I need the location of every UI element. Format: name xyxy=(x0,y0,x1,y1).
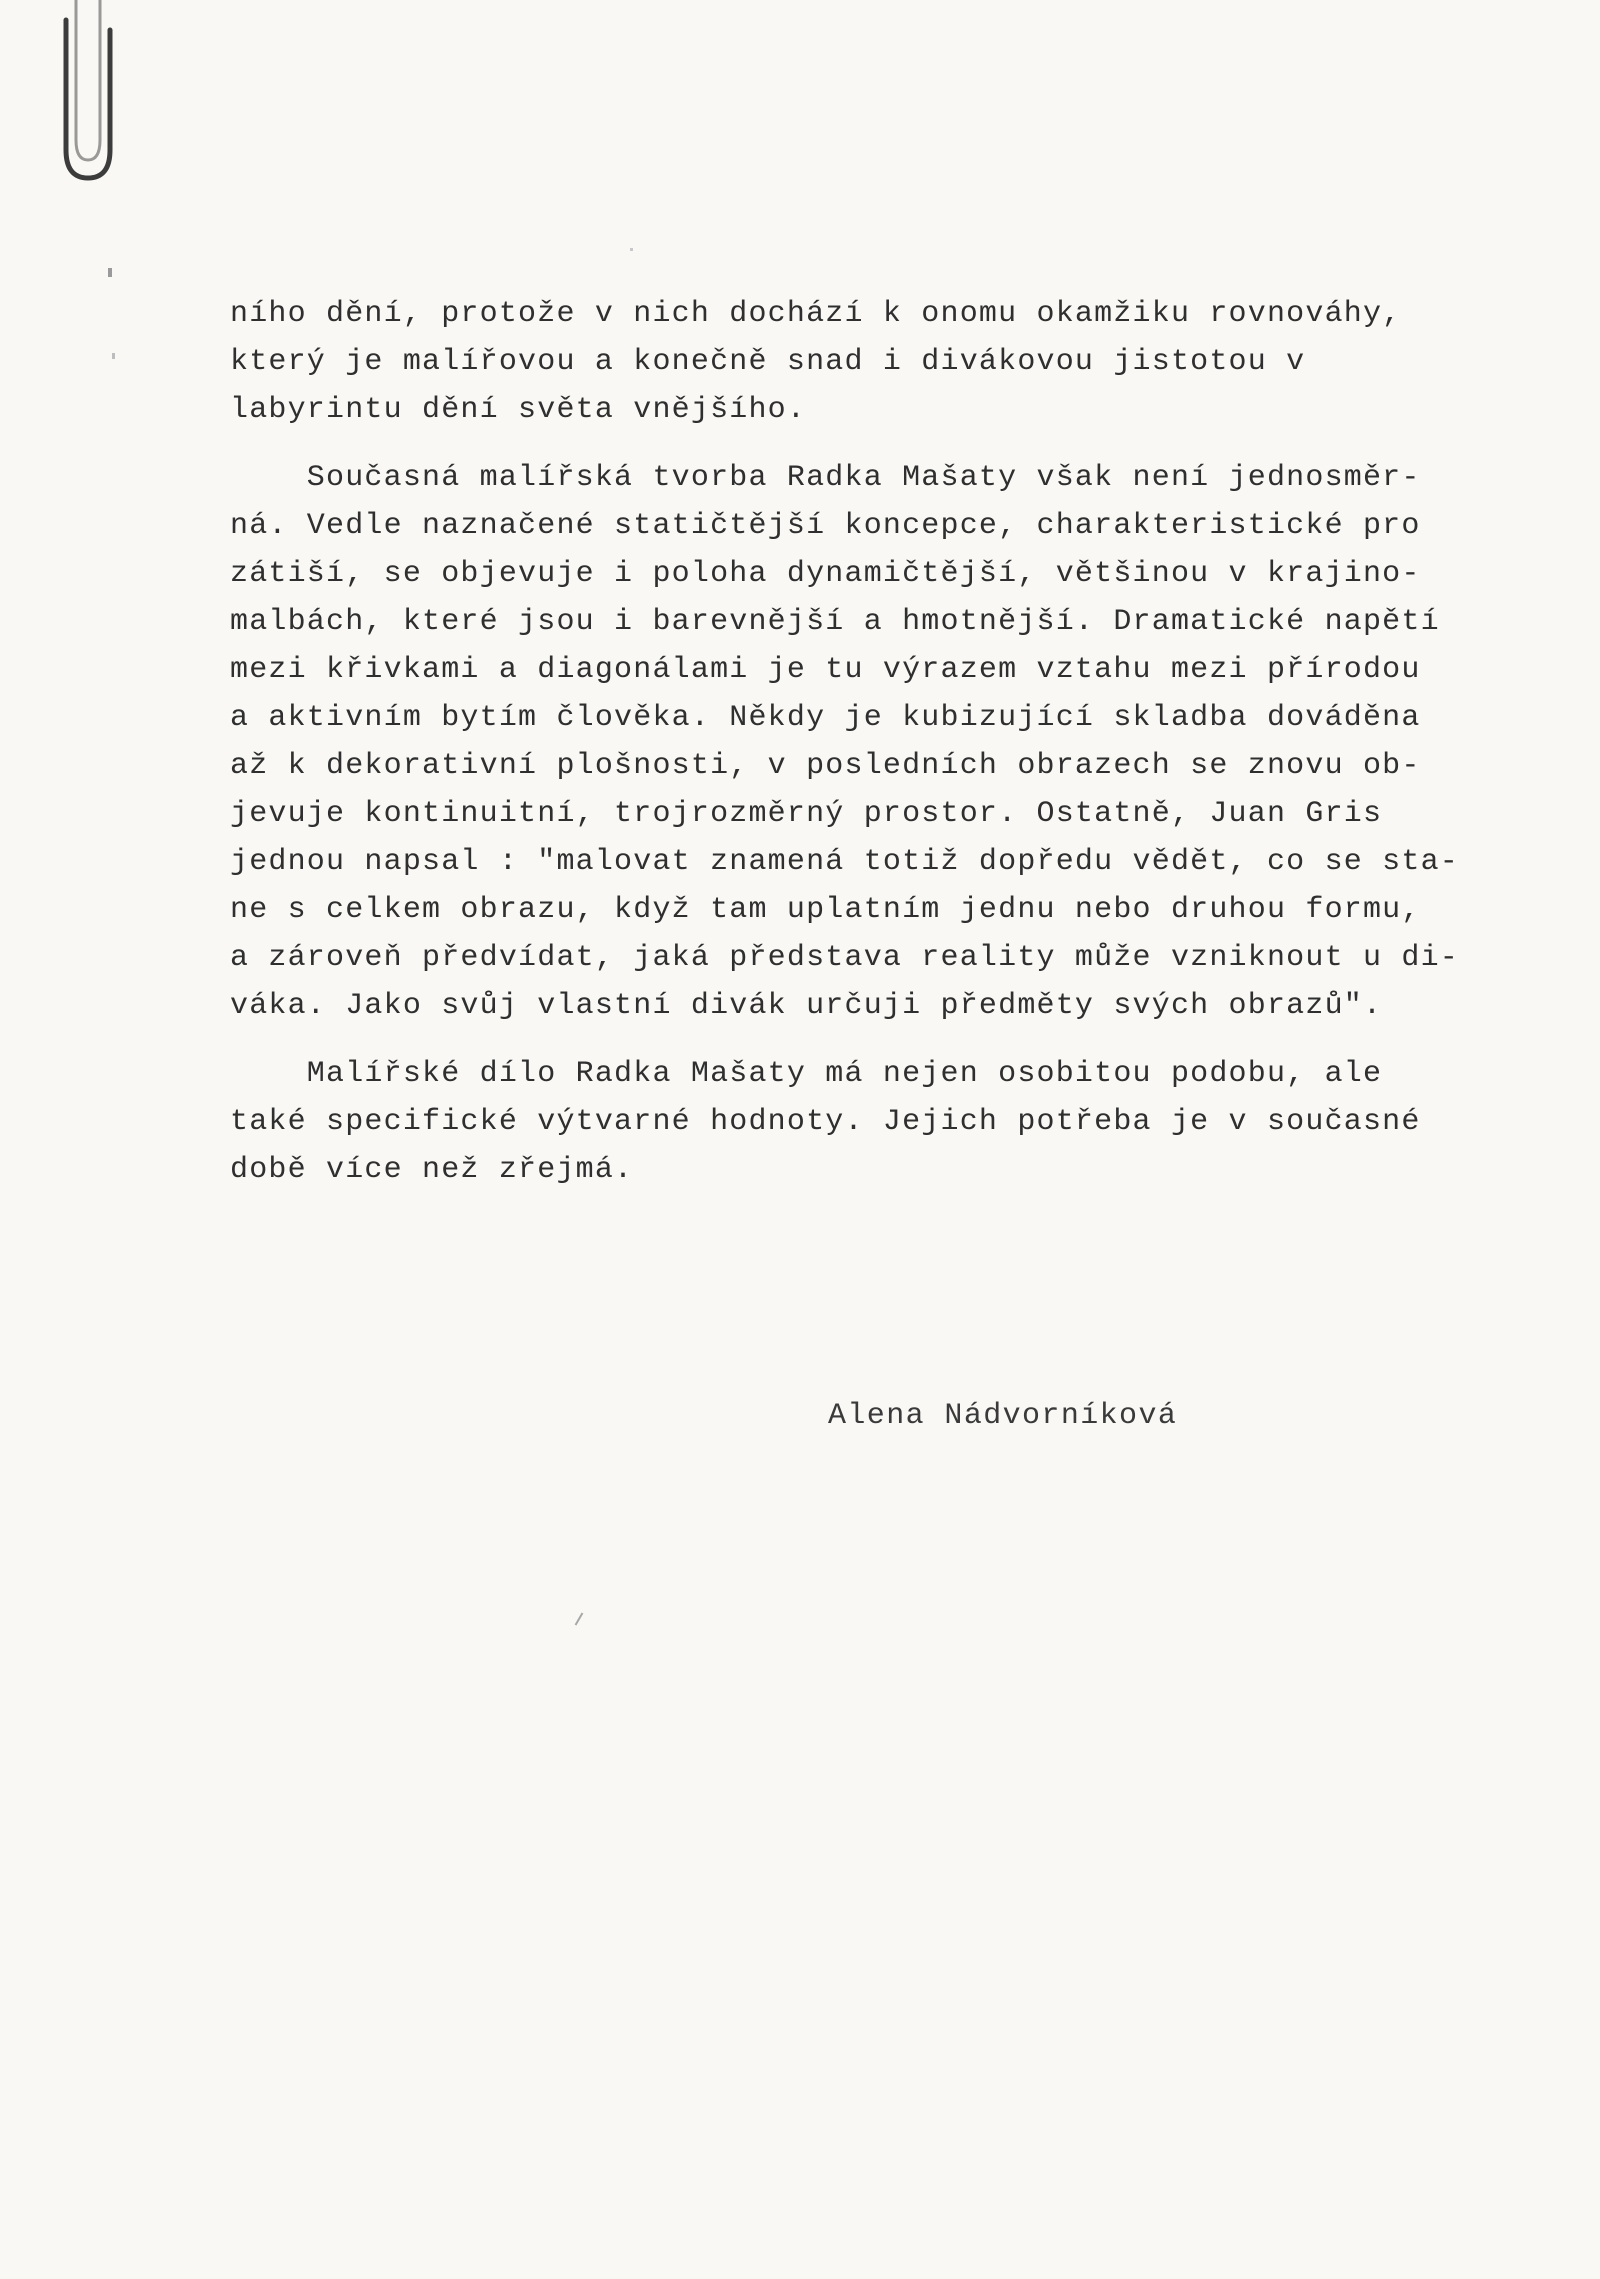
text-line: váka. Jako svůj vlastní divák určuji předměty svých obrazů". xyxy=(230,989,1383,1023)
paragraph-1 xyxy=(230,290,1520,434)
paragraph-3 xyxy=(230,1050,1520,1194)
text-line: mezi křivkami a diagonálami je tu výrazem vztahu mezi přírodou xyxy=(230,653,1421,687)
edge-mark xyxy=(108,268,112,277)
text-line: Současná malířská tvorba Radka Mašaty však není jednosměr- xyxy=(230,461,1421,495)
typed-text-body xyxy=(230,290,1520,1194)
text-line: jevuje kontinuitní, trojrozměrný prostor. Ostatně, Juan Gris xyxy=(230,797,1383,831)
text-line: ního dění, protože v nich dochází k onomu okamžiku rovnováhy, xyxy=(230,297,1402,331)
text-line: až k dekorativní plošnosti, v posledních obrazech se znovu ob- xyxy=(230,749,1421,783)
edge-mark xyxy=(112,353,115,359)
pencil-mark xyxy=(575,1612,584,1625)
dust-speck xyxy=(630,248,633,251)
text-line: labyrintu dění světa vnějšího. xyxy=(230,393,807,427)
text-line: také specifické výtvarné hodnoty. Jejich potřeba je v současné xyxy=(230,1105,1421,1139)
text-line: Malířské dílo Radka Mašaty má nejen osobitou podobu, ale xyxy=(230,1057,1383,1091)
text-line: zátiší, se objevuje i poloha dynamičtější, většinou v krajino- xyxy=(230,557,1421,591)
text-line: a aktivním bytím člověka. Někdy je kubizující skladba dováděna xyxy=(230,701,1421,735)
text-line: době více než zřejmá. xyxy=(230,1153,634,1187)
paragraph-2 xyxy=(230,454,1520,1030)
text-line: ne s celkem obrazu, když tam uplatním jednu nebo druhou formu, xyxy=(230,893,1421,927)
text-line: jednou napsal : "malovat znamená totiž dopředu vědět, co se sta- xyxy=(230,845,1459,879)
text-line: malbách, které jsou i barevnější a hmotnější. Dramatické napětí xyxy=(230,605,1440,639)
text-line: ná. Vedle naznačené statičtější koncepce, charakteristické pro xyxy=(230,509,1421,543)
text-line: který je malířovou a konečně snad i divákovou jistotou v xyxy=(230,345,1306,379)
text-line: a zároveň předvídat, jaká představa reality může vzniknout u di- xyxy=(230,941,1459,975)
author-signature-line: Alena Nádvorníková xyxy=(828,1399,1178,1433)
paperclip-icon xyxy=(58,0,118,190)
